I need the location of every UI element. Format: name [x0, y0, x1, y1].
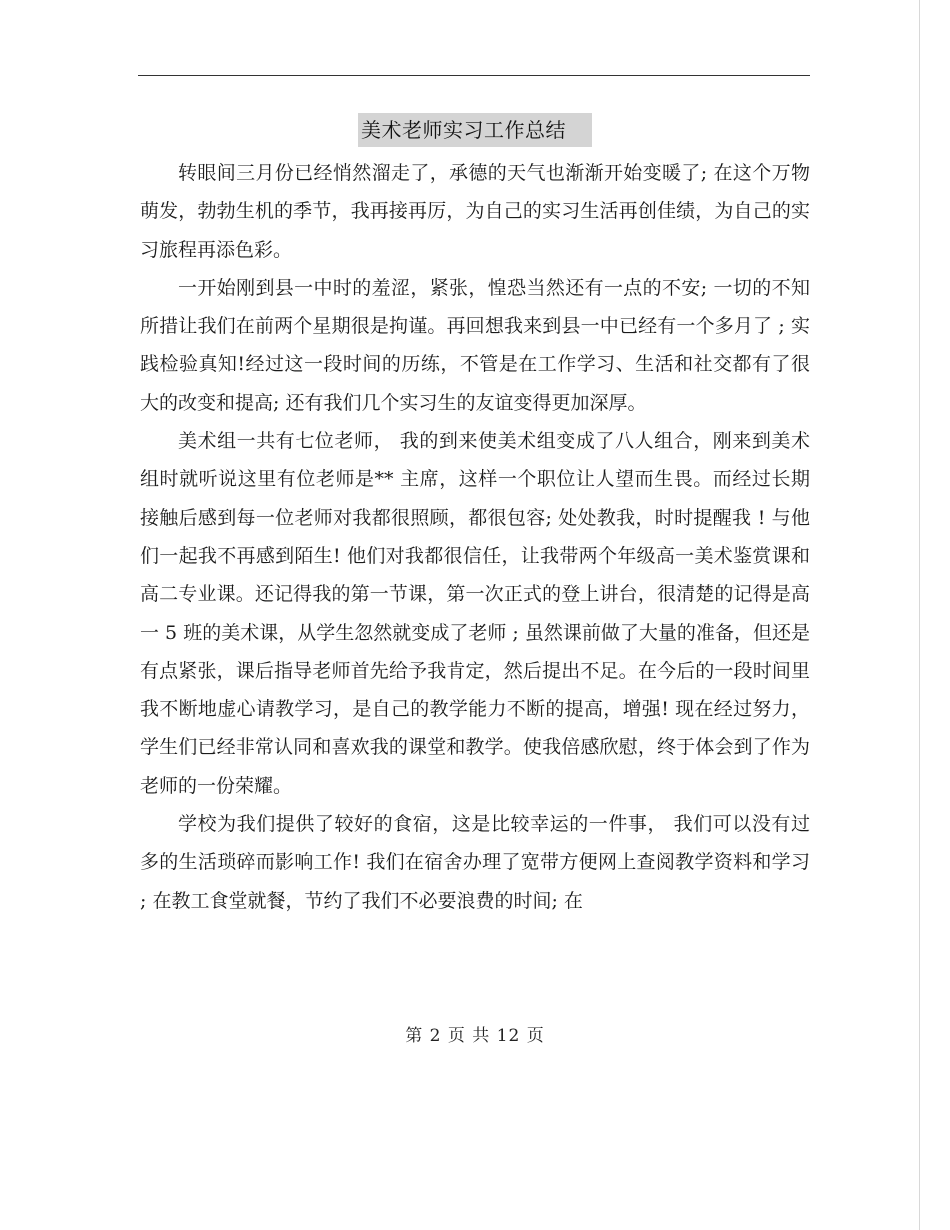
page-number-footer: 第 2 页 共 12 页 [405, 1026, 545, 1046]
paragraph-4: 学校为我们提供了较好的食宿，这是比较幸运的一件事， 我们可以没有过多的生活琐碎而影响工作! 我们在宿舍办理了宽带方便网上查阅教学资料和学习 ; 在教工食堂就餐，节约了我们不必要浪费的时间; 在 [140, 813, 810, 912]
title-block [0, 113, 950, 147]
paragraph-1: 转眼间三月份已经悄然溜走了，承德的天气也渐渐开始变暖了; 在这个万物萌发，勃勃生机的季节，我再接再厉，为自己的实习生活再创佳绩，为自己的实习旅程再添色彩。 [140, 162, 810, 261]
document-title: 美术老师实习工作总结 [358, 113, 592, 147]
document-body [140, 154, 810, 920]
header-rule [138, 75, 810, 76]
paragraph-3: 美术组一共有七位老师， 我的到来使美术组变成了八人组合，刚来到美术组时就听说这里有位老师是** 主席，这样一个职位让人望而生畏。而经过长期接触后感到每一位老师对我都很照顾，都很包容; 处处教我，时时提醒我 ! 与他们一起我不再感到陌生! 他们对我都很信任，让我带两个年级高一美术鉴赏课和高二专业课。还记得我的第一节课，第一次正式的登上讲台，很清楚的记得是高一 5 班的美术课，从学生忽然就变成了老师 ; 虽然课前做了大量的准备，但还是有点紧张，课后指导老师首先给予我肯定，然后提出不足。在今后的一段时间里我不断地虚心请教学习，是自己的教学能力不断的提高，增强! 现在经过努力，学生们已经非常认同和喜欢我的课堂和教学。使我倍感欣慰，终于体会到了作为老师的一份荣耀。 [140, 430, 810, 797]
paragraph-2: 一开始刚到县一中时的羞涩，紧张，惶恐当然还有一点的不安; 一切的不知所措让我们在前两个星期很是拘谨。再回想我来到县一中已经有一个多月了 ; 实践检验真知!经过这一段时间的历练，不管是在工作学习、生活和社交都有了很大的改变和提高; 还有我们几个实习生的友谊变得更加深厚。 [140, 276, 810, 414]
